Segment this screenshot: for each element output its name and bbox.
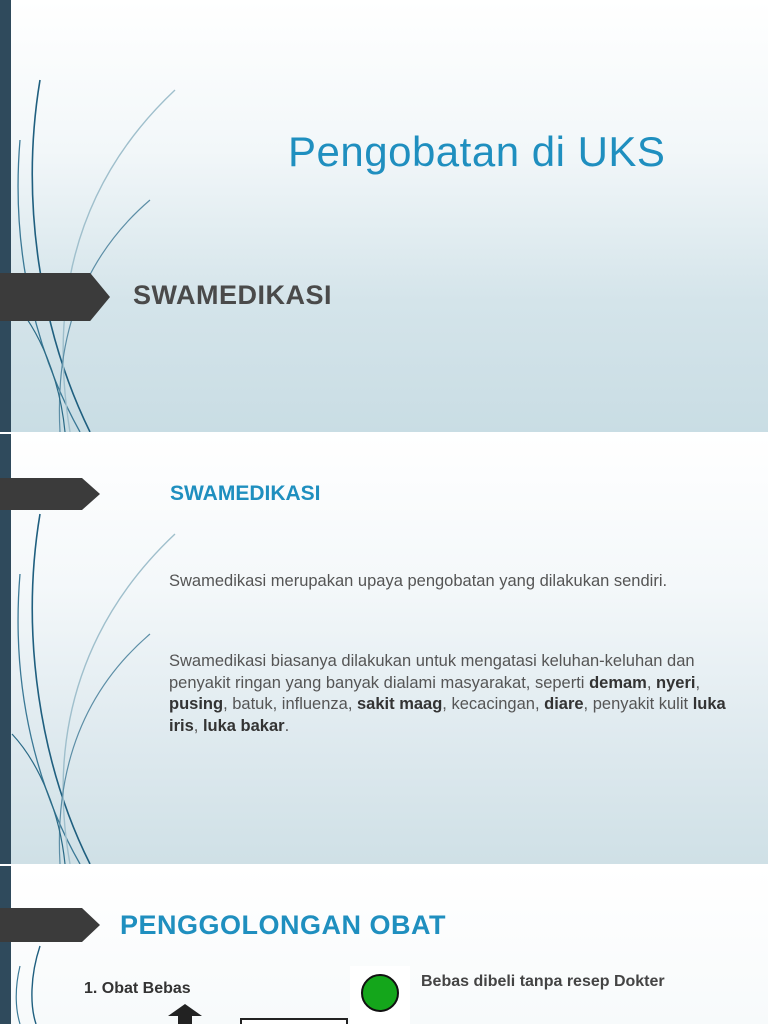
decorative-swirl [0, 866, 200, 1024]
list-item-obat-bebas: 1. Obat Bebas [84, 980, 191, 997]
slide-title-text: Pengobatan di UKS [288, 128, 666, 175]
paragraph-definition: Swamedikasi merupakan upaya pengobatan yang dilakukan sendiri. [169, 572, 668, 590]
diagram-box [240, 1018, 348, 1024]
slide-title [0, 0, 768, 432]
slide-heading: PENGGOLONGAN OBAT [120, 910, 447, 940]
up-arrow-icon [168, 1004, 202, 1024]
slide-swamedikasi [0, 434, 768, 864]
green-circle-icon [361, 974, 399, 1012]
slide-heading: SWAMEDIKASI [170, 482, 321, 505]
obat-bebas-logo [350, 966, 410, 1024]
slide-penggolongan-obat [0, 866, 768, 1024]
slide-subtitle-text: SWAMEDIKASI [133, 280, 333, 310]
obat-bebas-description: Bebas dibeli tanpa resep Dokter [421, 973, 665, 990]
paragraph-usage: Swamedikasi biasanya dilakukan untuk mengatasi keluhan-keluhan dan penyakit ringan yang banyak dialami masyarakat, seperti demam, nyeri, pusing, batuk, influenza, sakit maag, kecacingan, diare, penyakit kulit luka iris, luka bakar. [169, 652, 726, 735]
section-tag-arrow [0, 478, 100, 510]
section-tag-arrow [0, 273, 110, 321]
decorative-swirl [0, 0, 200, 432]
section-tag-arrow [0, 908, 100, 942]
